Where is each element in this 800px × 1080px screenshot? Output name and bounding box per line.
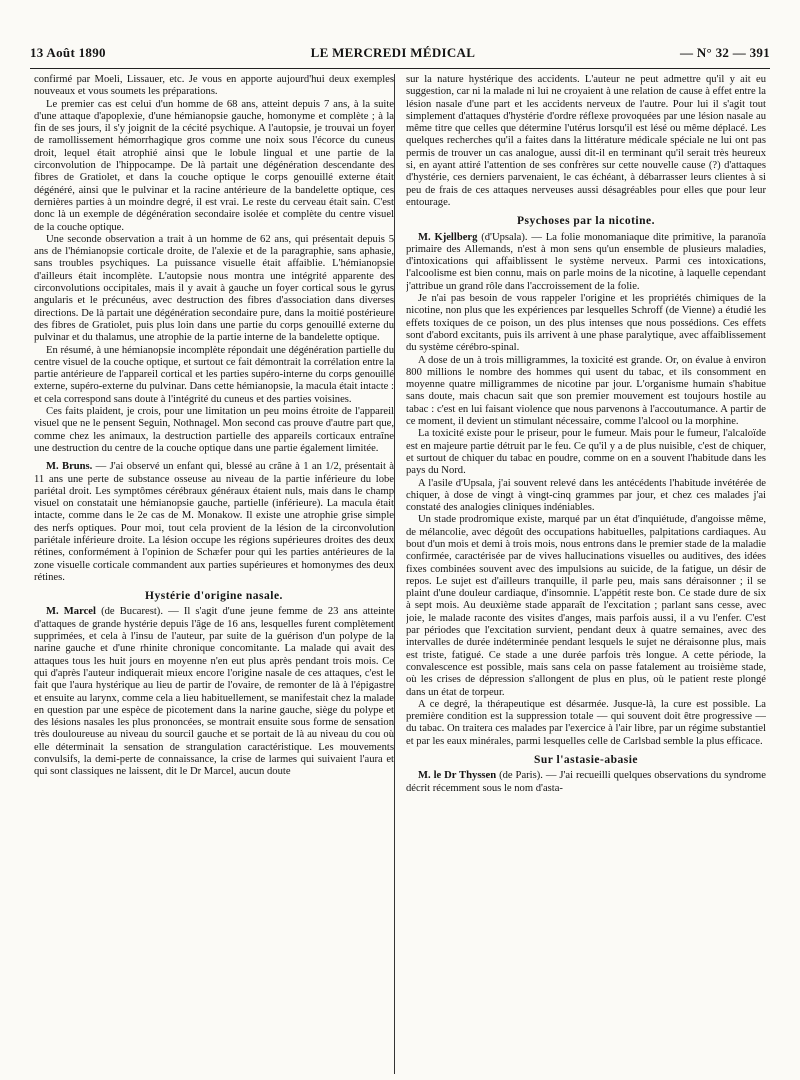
header-issue-page: — N° 32 — 391 (679, 45, 770, 60)
paragraph-bruns (34, 461, 394, 584)
paragraph: Je n'ai pas besoin de vous rappeler l'origine et les propriétés chimiques de la nicotine, non plus que les expériences par lesquelles Schroff (de Vienne) a étudié les effets toxiques de ce poison, un des plus intenses que nous possédions. Ces effets sont d'abord excitants, puis ils arrivent à une phase paralytique, avec affaiblissement du système cérébro-spinal. (406, 293, 766, 354)
paragraph: Une seconde observation a trait à un homme de 62 ans, qui présentait depuis 5 ans de l'hémianopsie corticale droite, de l'alexie et de la paragraphie, sans aphasie, sans troubles psychiques. La puissance visuelle était affaiblie. L'hémianopsie d'ailleurs était incomplète. L'autopsie nous montra une intégrité apparente des circonvolutions occipitales, mais il y avait à gauche un foyer cortical sous le gyrus angularis et le précunéus, avec destruction des fibres d'association dans diverses directions. De là partait une dégénération secondaire pure, dans la moitié postérieure des fibres de Gratiolet, puis plus loin dans une partie du corps genouillé externe du pulvinar et du thalamus, une atrophie de la partie interne de la bandelette optique. (34, 233, 394, 344)
speaker-text: — J'ai observé un enfant qui, blessé au crâne à 1 an 1/2, présentait à 11 ans une perte de substance osseuse au niveau de la partie inférieure du lobe pariétal droit. Les symptômes cérébraux généraux étaient nuls, mais dans le champ visuel on constatait une hémianopsie gauche, partielle (inférieure). La macula était intacte, comme dans le 2e cas de M. Monakow. Il existe une atrophie grise simple des nerfs optiques. Pour moi, tout cela provient de la lésion de la circonvolution pariétale inférieure droite. La lésion occupe les régions supérieures droites des deux rétines, conformément à l'opinion de Schæfer pour qui les parties antérieures de la zone visuelle corticale commandent aux parties supérieures et homonymes des deux rétines. (34, 461, 394, 583)
paragraph: A l'asile d'Upsala, j'ai souvent relevé dans les antécédents l'habitude invétérée de chiquer, à dose de vingt à vingt-cinq grammes par jour, et chez ces malades j'ai constaté des analogies cliniques indéniables. (406, 477, 766, 514)
paragraph: A dose de un à trois milligrammes, la toxicité est grande. Or, on évalue à environ 800 millions le nombre des hommes qui usent du tabac, et ils consomment en moyenne quatre milligrammes de nicotine par jour. L'organisme humain s'habitue sans doute, mais chacun sait que son premier mouvement est toujours hostile au tabac : c'est en lui faisant violence que nous parvenons à l'accoutumance. A partir de ce moment, il devient un stimulant nécessaire, comme l'alcool ou la morphine. (406, 354, 766, 428)
paragraph: Un stade prodromique existe, marqué par un état d'inquiétude, d'angoisse même, de mélancolie, avec dégoût des occupations habituelles, palpitations cardiaques. Au bout d'un mois et demi à trois mois, nous entrons dans le premier stade de la maladie confirmée, caractérisée par de vives hallucinations visuelles ou auditives, des idées fixes combinées souvent avec des impulsions au suicide, de la fatigue, un désir de repos. Le sujet est d'ailleurs tranquille, il parle peu, mais sans déraisonner ; il se plaint d'une douleur cardiaque, d'insomnie. L'appétit reste bon. Ce stade dure de six à sept mois. Au deuxième stade apparaît de l'excitation ; parlant sans cesse, avec joie, le malade raconte des visites d'anges, mais parfois aussi, il a vu l'enfer. C'est par périodes que l'excitation survient, pendant deux à quatre semaines, avec des intervalles de durée indéterminée pendant lesquels le sujet ne déraisonne plus, mais est triste, fatigué. Ce stade a une durée parfois très longue. A cette période, la convalescence est possible, mais sans cela on passe fatalement au troisième stade, où les crises de dépression s'allongent de plus en plus, où le patient reste plongé dans un état de torpeur. (406, 514, 766, 698)
paragraph: La toxicité existe pour le priseur, pour le fumeur. Mais pour le fumeur, l'alcaloïde est en majeure partie détruit par le feu. Ce qu'il y a de plus nuisible, c'est de chiquer, et surtout de chiquer du tabac en poudre, comme on en a souvent l'habitude dans les pays du Nord. (406, 428, 766, 477)
paragraph-kjellberg (406, 232, 766, 293)
paragraph: sur la nature hystérique des accidents. L'auteur ne peut admettre qu'il y ait eu suggestion, car ni la malade ni lui ne croyaient à une relation de cause à effet entre la lésion nasale d'une part et les accidents nerveux de l'autre. Pour lui il s'agit tout simplement d'attaques d'hystérie d'ordre réflexe provoquées par une lésion nasale au même titre que celles que détermine l'utérus lorsqu'il est lésé ou même déplacé. Les quelques recherches qu'il a faites dans la littérature médicale spéciale ne lui ont pas permis de trouver un cas analogue, aussi dit-il en terminant qu'il serait très heureux si, en ayant attiré l'attention de ses confrères sur cette nouvelle cause (?) d'attaques d'hystérie, ces derniers parvenaient, le cas échéant, à débarrasser leurs clientes à si peu de frais de ces attaques nerveuses aussi désagréables pour elles que pour leur entourage. (406, 74, 766, 208)
section-heading: Hystérie d'origine nasale. (145, 590, 283, 603)
speaker-name: M. le Dr Thyssen (418, 770, 497, 782)
section-heading: Sur l'astasie-abasie (533, 754, 639, 767)
section-heading: Psychoses par la nicotine. (516, 215, 655, 228)
speaker-name: M. Marcel (46, 606, 96, 618)
speaker-name: M. Bruns. (46, 461, 93, 473)
speaker-text: (de Paris). — J'ai recueilli quelques observations du syndrome décrit récemment sous le nom d'asta- (406, 770, 766, 794)
running-header (30, 42, 770, 64)
speaker-name: M. Kjellberg (418, 231, 478, 243)
header-journal-title: LE MERCREDI MÉDICAL (310, 45, 476, 60)
header-rule (30, 68, 770, 69)
speaker-text: (d'Upsala). — La folie monomaniaque dite primitive, la paranoïa primaire des Allemands, n'est à mon sens qu'un ensemble de plusieurs maladies, d'intoxications qui affaiblissent le système nerveux. Parmi ces intoxications, l'alcoolisme est bien connu, mais on parle moins de la nicotine, à laquelle cependant j'attribue un grand rôle dans l'accroissement de la folie. (406, 231, 766, 292)
header-date: 13 Août 1890 (30, 45, 106, 60)
paragraph: En résumé, à une hémianopsie incomplète répondait une dégénération partielle du centre visuel de la couche optique, et surtout ce fait démontrait la corrélation entre la partie antérieure de l'appareil cortical et les parties supéro-interne du corps genouillé externe, supéro-externe du pulvinar. Dans cette hémianopsie, la macula était intacte : et cela correspond sans doute à l'intégrité du cuneus et des parties voisines. (34, 344, 394, 405)
paragraph-marcel (34, 606, 394, 778)
paragraph: confirmé par Moeli, Lissauer, etc. Je vous en apporte aujourd'hui deux exemples nouveaux et vous soumets les préparations. (34, 74, 394, 98)
right-column (406, 74, 766, 1074)
paragraph: Ces faits plaident, je crois, pour une limitation un peu moins étroite de l'appareil visuel que ne le pensent Seguin, Nothnagel. Mon second cas prouve d'autre part que, comme chez les animaux, la destruction partielle des appareils corticaux entraîne une destruction du centre de la couche optique dans une partie également limitée. (34, 406, 394, 454)
column-divider (394, 74, 395, 1074)
paragraph: Le premier cas est celui d'un homme de 68 ans, atteint depuis 7 ans, à la suite d'une attaque d'apoplexie, d'une hémianopsie gauche, homonyme et complète ; à la fin de ses jours, il s'y joignit de la cécité psychique. A l'autopsie, je trouvai un foyer de ramollissement hémorrhagique gros comme une noix sous l'écorce du cuneus droit, lequel était atrophié ainsi que le lobule lingual et une partie de la circonvolution de l'hippocampe. De là partait une dégénération descendante des fibres de Gratiolet, et dans la couche optique le corps genouillé externe était dégénéré, ainsi que le pulvinar et la racine antérieure de la bandelette optique, ces dernières parties à un moindre degré, il est vrai. Le reste du cerveau était sain. C'est donc là un exemple de dégénération secondaire isolée et complète du centre visuel de la couche optique. (34, 98, 394, 233)
paragraph: A ce degré, la thérapeutique est désarmée. Jusque-là, la cure est possible. La première condition est la suppression totale — qui souvent doit être progressive — du tabac. On traitera ces malades par l'exercice à l'air libre, par un régime substantiel et par les eaux minérales, parmi lesquelles celle de Carlsbad semble la plus efficace. (406, 698, 766, 747)
left-column (34, 74, 394, 1074)
paragraph-thyssen (406, 770, 766, 795)
speaker-text: (de Bucarest). — Il s'agit d'une jeune femme de 23 ans atteinte d'attaques de grande hystérie depuis l'âge de 16 ans, lesquelles furent complètement supprimées, et cela à l'insu de l'auteur, par suite de la guérison d'un polype de la narine gauche et d'une rhinite chronique concomitante. La malade qui avait des attaques tous les huit jours en moyenne n'en eut plus après pendant trois mois. Ce qui d'après l'auteur indiquerait mieux encore l'origine nasale de ces attaques, c'est le fait que l'aura hystérique au lieu de partir de l'ovaire, de remonter de là à l'épigastre et ensuite au larynx, comme cela a lieu habituellement, se manifestait chez la malade en question par une espèce de picotement dans la narine gauche, siège du polype et des lésions nasales les plus prononcées, se montrait ensuite sous forme de sensation très douloureuse au niveau du sourcil gauche et se portait de là au niveau du cou où elle déterminait la sensation de strangulation caractéristique. Les mouvements convulsifs, la demi-perte de connaissance, la crise de larmes qui suivaient l'aura et qui sont classiques ne laissent, dit le Dr Marcel, aucun doute (34, 606, 394, 778)
